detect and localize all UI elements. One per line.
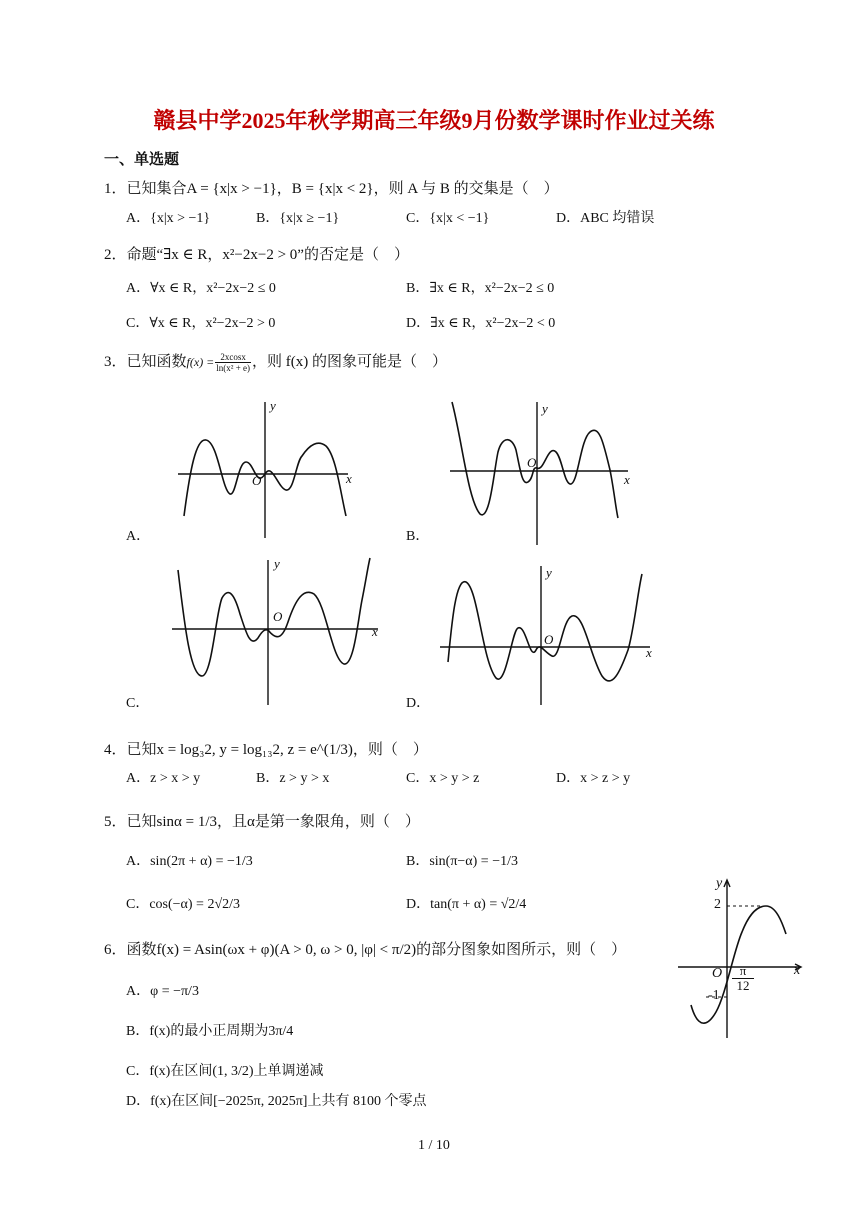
option-1a: A．{x|x > −1}: [126, 211, 211, 226]
x-label: x: [372, 624, 378, 639]
question-number: 2．: [104, 247, 127, 263]
y-label: y: [546, 565, 552, 580]
graph-a-axes: [178, 402, 348, 538]
option-6d: D．f(x)在区间[−2025π, 2025π]上共有 8100 个零点: [126, 1094, 427, 1109]
y-label: y: [274, 556, 280, 571]
option-5a: A．sin(2π + α) = −1/3: [126, 854, 253, 869]
x-label: x: [346, 471, 352, 486]
question-stem: 函数f(x) = Asin(ωx + φ)(A > 0, ω > 0, |φ| < π/2)的部分图象如图所示，则（ ）: [126, 942, 627, 958]
option-2d: D．∃x ∈ R，x²−2x−2 < 0: [406, 316, 556, 331]
origin-label: O: [527, 455, 537, 470]
option-4b: B．z > y > x: [256, 771, 330, 786]
question-5: [104, 810, 420, 831]
y-axis-arrow: [724, 880, 730, 887]
y-label: y: [270, 398, 276, 413]
question-number: 5．: [104, 814, 127, 830]
question-stem-post: ，则 f(x) 的图象可能是（ ）: [252, 354, 448, 370]
question-stem: 命题“∃x ∈ R，x²−2x−2 > 0”的否定是（ ）: [126, 247, 409, 263]
question-number: 1．: [104, 181, 127, 197]
question-stem: 已知集合A = {x|x > −1}，B = {x|x < 2}，则 A 与 B 的交集是（ ）: [126, 181, 559, 197]
question-3: [104, 350, 447, 373]
graph-d-curve: [448, 574, 642, 681]
option-2a: A．∀x ∈ R，x²−2x−2 ≤ 0: [126, 281, 276, 296]
origin-label: O: [544, 632, 554, 647]
option-6a: A．φ = −π/3: [126, 984, 199, 999]
y-min-label: -1: [708, 988, 720, 1003]
x-mark-denominator: 12: [736, 978, 750, 993]
function-fraction: [215, 352, 251, 373]
question-number: 4．: [104, 742, 127, 758]
option-3c: C．: [126, 696, 150, 711]
option-5d: D．tan(π + α) = √2/4: [406, 897, 527, 912]
option-5c: C．cos(−α) = 2√2/3: [126, 897, 241, 912]
origin-label: O: [252, 473, 262, 488]
graph-q6-axes: [678, 880, 801, 1038]
option-1b: B．{x|x ≥ −1}: [256, 211, 340, 226]
origin-label: O: [712, 966, 723, 981]
origin-label: O: [273, 609, 283, 624]
option-4a: A．z > x > y: [126, 771, 201, 786]
question-stem: 已知sinα = 1/3，且α是第一象限角，则（ ）: [126, 814, 420, 830]
question-6: [104, 938, 626, 959]
option-1d: D．ABC 均错误: [556, 211, 655, 226]
question-1: [104, 177, 559, 198]
graph-c-axes: [172, 560, 378, 705]
option-3a: A．: [126, 529, 151, 544]
option-1c: C．{x|x < −1}: [406, 211, 490, 226]
page-footer: 1 / 10: [418, 1138, 450, 1153]
x-label: x: [646, 645, 652, 660]
x-mark-numerator: π: [732, 964, 754, 979]
graph-a-curve: [184, 440, 346, 516]
option-5b: B．sin(π−α) = −1/3: [406, 854, 518, 869]
x-label: x: [794, 963, 801, 978]
option-6b: B．f(x)的最小正周期为3π/4: [126, 1024, 294, 1039]
question-number: 6．: [104, 942, 127, 958]
question-number: 3．: [104, 354, 127, 370]
option-3d: D．: [406, 696, 431, 711]
function-lhs: f(x) =: [186, 355, 215, 369]
option-4c: C．x > y > z: [406, 771, 480, 786]
option-4d: D．x > z > y: [556, 771, 631, 786]
graph-b-axes: [450, 402, 628, 545]
option-3b: B．: [406, 529, 430, 544]
section-heading: 一、单选题: [104, 152, 180, 168]
option-6c: C．f(x)在区间(1, 3/2)上单调递减: [126, 1064, 324, 1079]
y-label: y: [716, 876, 723, 891]
function-numerator: 2xcosx: [215, 352, 251, 363]
y-max-label: 2: [714, 897, 721, 912]
question-4: [104, 738, 428, 759]
question-stem: 已知x = log₃2, y = log₁₃2, z = e^(1/3)，则（ ）: [126, 742, 428, 758]
question-stem-pre: 已知函数: [126, 354, 187, 370]
x-label: x: [624, 472, 630, 487]
function-denominator: ln(x² + e): [216, 363, 251, 374]
x-mark-label: [732, 964, 754, 993]
question-2: [104, 243, 409, 264]
y-label: y: [542, 401, 548, 416]
option-2b: B．∃x ∈ R，x²−2x−2 ≤ 0: [406, 281, 555, 296]
page-title: 赣县中学2025年秋学期高三年级9月份数学课时作业过关练: [153, 108, 715, 133]
option-2c: C．∀x ∈ R，x²−2x−2 > 0: [126, 316, 276, 331]
